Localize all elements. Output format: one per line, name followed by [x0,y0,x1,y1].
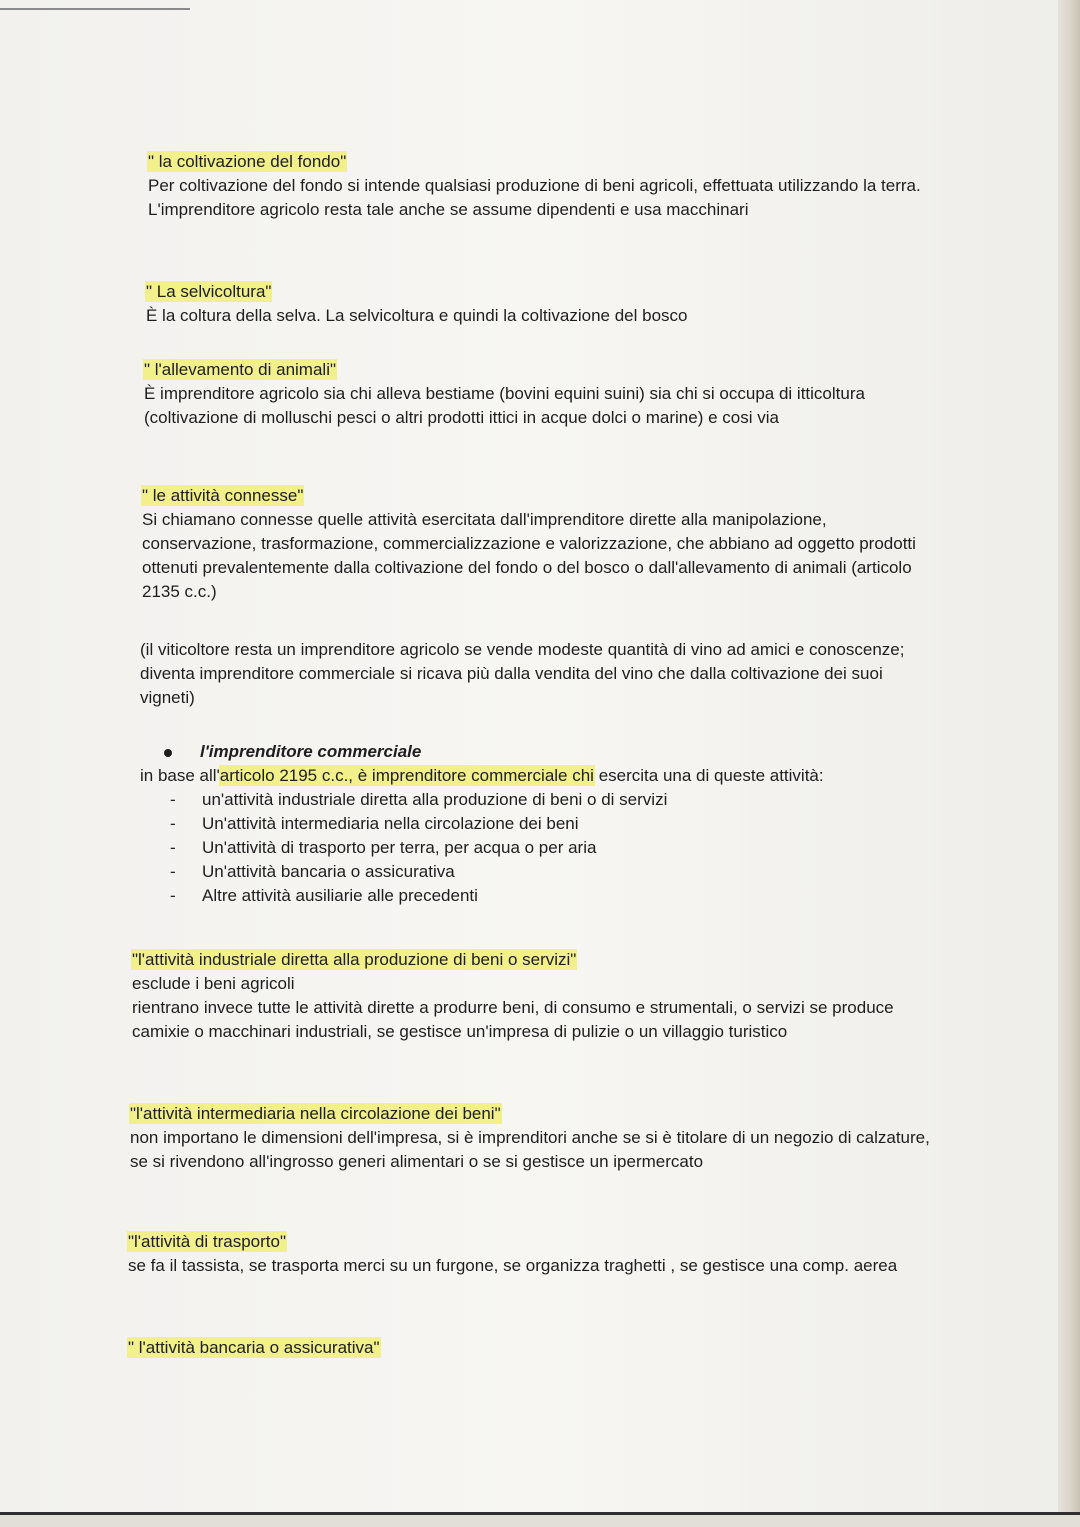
bottom-rule [0,1512,1080,1515]
section-attivita-bancaria [128,1336,928,1360]
section-attivita-industriale [132,948,932,1044]
section-title: "l'attività di trasporto" [128,1232,286,1251]
list-item: - Un'attività intermediaria nella circolazione dei beni [170,812,940,836]
section-title: " l'allevamento di animali" [144,360,337,379]
section-coltivazione [148,150,938,222]
section-title: "l'attività intermediaria nella circolazione dei beni" [130,1104,501,1123]
section-body-line: rientrano invece tutte le attività dirette a produrre beni, di consumo e strumentali, o servizi se produce camixie o macchinari industriali, se gestisce un'impresa di pulizie o un villaggio turistico [132,998,894,1041]
section-body: Si chiamano connesse quelle attività esercitata dall'imprenditore dirette alla manipolazione, conservazione, trasformazione, commercializzazione e valorizzazione, che abbiano ad oggetto prodotti ottenuti prevalentemente dalla coltivazione del fondo o del bosco o dall'allevamento di animali (articolo 2135 c.c.) [142,510,916,601]
section-attivita-trasporto [128,1230,928,1278]
section-body: È imprenditore agricolo sia chi alleva bestiame (bovini equini suini) sia chi si occupa di itticoltura (coltivazione di molluschi pesci o altri prodotti ittici in acque dolci o marine) e cosi via [144,384,865,427]
section-viticoltore-note [140,638,940,710]
bullet-dot-icon [164,749,172,757]
page-edge-shadow [1058,0,1080,1527]
top-rule [0,8,190,10]
section-allevamento [144,358,944,430]
section-title: " l'attività bancaria o assicurativa" [128,1338,380,1357]
section-attivita-intermediaria [130,1102,930,1174]
section-body-line: esclude i beni agricoli [132,974,295,993]
activities-list [140,788,940,908]
section-body-line: non importano le dimensioni dell'impresa, si è imprenditori anche se si è titolare di un negozio di calzature, se si rivendono all'ingrosso generi alimentari o se si gestisce un ipermercato [130,1128,930,1171]
list-item: - Un'attività di trasporto per terra, per acqua o per aria [170,836,940,860]
section-imprenditore-commerciale [140,740,940,908]
section-attivita-connesse [142,484,942,604]
section-body: (il viticoltore resta un imprenditore agricolo se vende modeste quantità di vino ad amici e conoscenze; diventa imprenditore commerciale si ricava più dalla vendita del vino che dalla coltivazione dei suoi vigneti) [140,640,905,707]
intro-paragraph: in base all'articolo 2195 c.c., è imprenditore commerciale chi esercita una di queste attività: [140,766,824,785]
list-item: - un'attività industriale diretta alla produzione di beni o di servizi [170,788,940,812]
section-body: Per coltivazione del fondo si intende qualsiasi produzione di beni agricoli, effettuata utilizzando la terra. L'imprenditore agricolo resta tale anche se assume dipendenti e usa macchinari [148,176,921,219]
section-title: "l'attività industriale diretta alla produzione di beni o servizi" [132,950,577,969]
section-selvicoltura [146,280,936,328]
section-title: " la coltivazione del fondo" [148,152,347,171]
section-body-line: se fa il tassista, se trasporta merci su un furgone, se organizza traghetti , se gestisce una comp. aerea [128,1256,898,1275]
list-item: - Altre attività ausiliarie alle precedenti [170,884,940,908]
bottom-edge [0,1515,1080,1527]
list-item: - Un'attività bancaria o assicurativa [170,860,940,884]
bullet-heading: l'imprenditore commerciale [164,740,940,764]
section-title: " le attività connesse" [142,486,304,505]
section-title: " La selvicoltura" [146,282,272,301]
section-body: È la coltura della selva. La selvicoltura e quindi la coltivazione del bosco [146,306,688,325]
